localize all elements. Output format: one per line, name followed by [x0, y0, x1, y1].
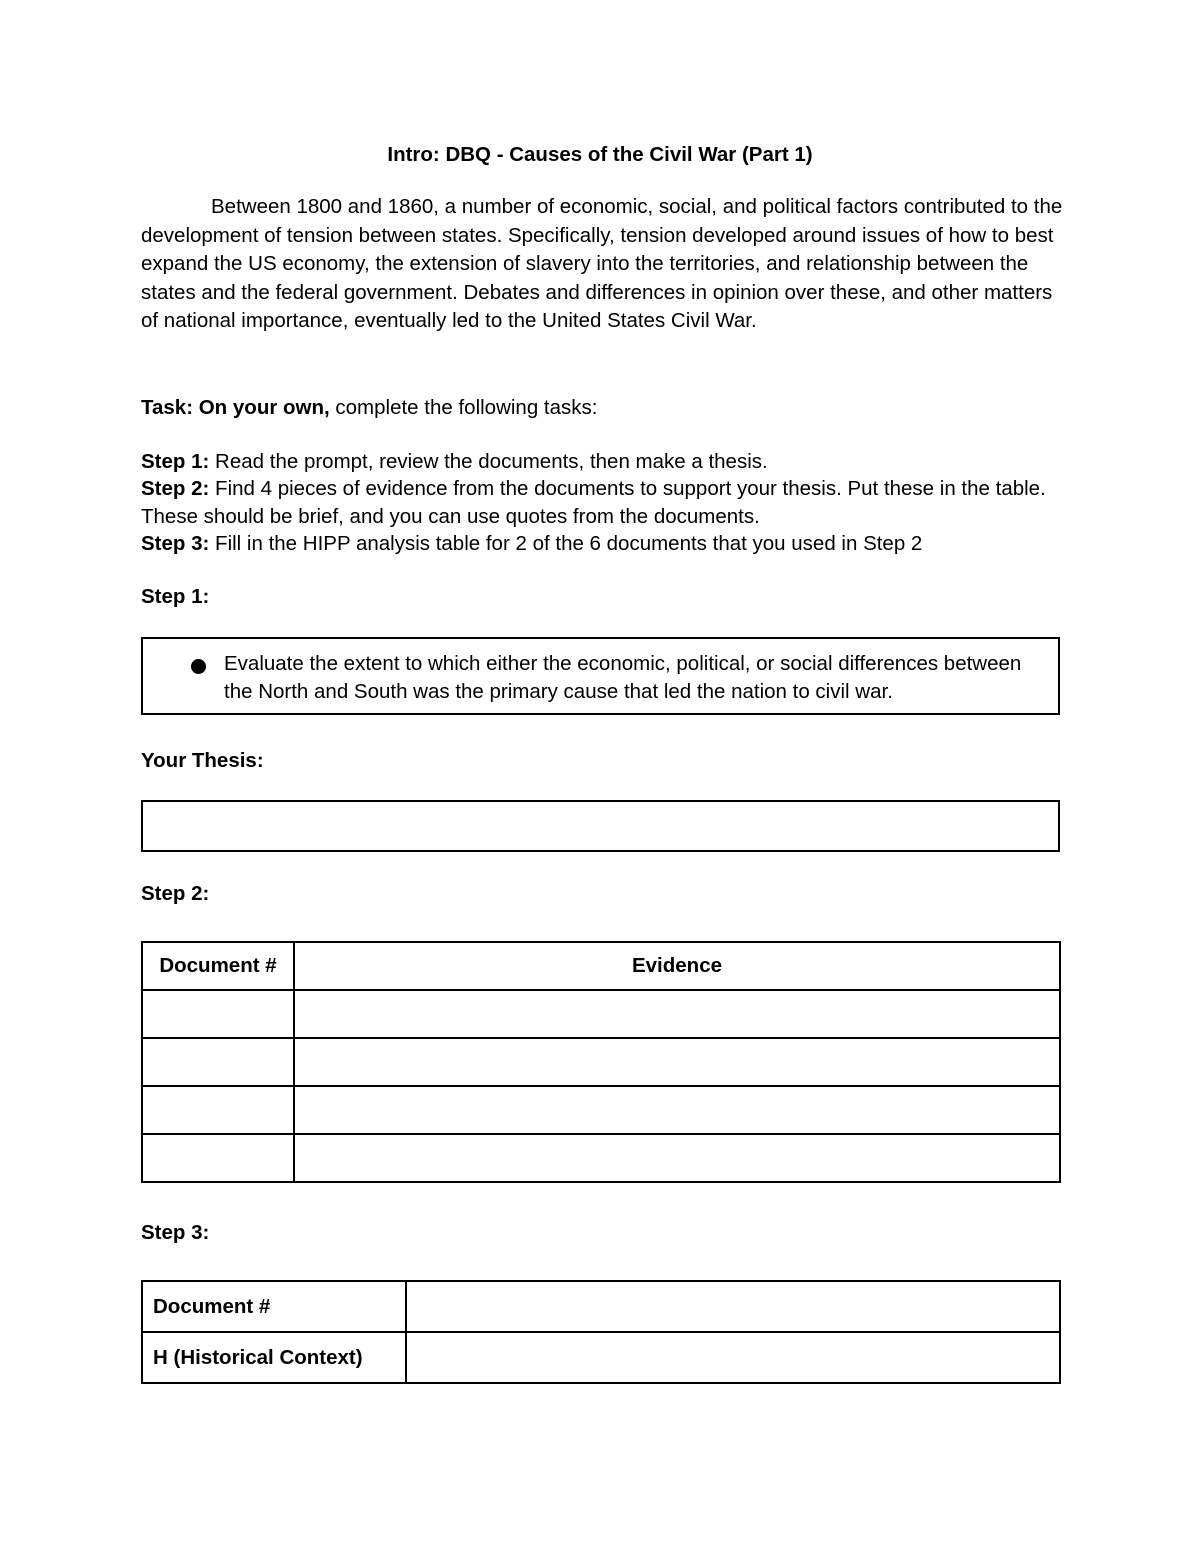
step-text: Read the prompt, review the documents, then make a thesis. [209, 450, 768, 473]
step1-heading: Step 1: [141, 585, 210, 608]
document-number-cell[interactable] [142, 1134, 294, 1182]
task-instruction [141, 394, 1066, 422]
page-title: Intro: DBQ - Causes of the Civil War (Part 1) [387, 143, 813, 166]
table-row [142, 990, 1060, 1038]
hipp-row-value[interactable] [406, 1332, 1060, 1383]
document-number-header: Document # [142, 942, 294, 990]
document-number-cell[interactable] [142, 1086, 294, 1134]
step-text: Find 4 pieces of evidence from the documents to support your thesis. Put these in the table. These should be brief, and you can use quotes from the documents. [141, 477, 1046, 528]
table-row [142, 1281, 1060, 1332]
task-text: complete the following tasks: [329, 396, 598, 419]
table-row [142, 1332, 1060, 1383]
table-row [142, 1086, 1060, 1134]
hipp-row-value[interactable] [406, 1281, 1060, 1332]
table-header-row [142, 942, 1060, 990]
hipp-row-label: H (Historical Context) [142, 1332, 406, 1383]
evidence-cell[interactable] [294, 990, 1060, 1038]
intro-paragraph: Between 1800 and 1860, a number of economic, social, and political factors contributed to the development of tension between states. Specifically, tension developed around issues of how to best expand the US economy, the extension of slavery into the territories, and relationship between the states and the federal government. Debates and differences in opinion over these, and other matters of national importance, eventually led to the United States Civil War. [141, 195, 1063, 333]
task-label: Task: On your own, [141, 396, 330, 419]
evidence-cell[interactable] [294, 1134, 1060, 1182]
step-1-instruction [141, 448, 1066, 475]
step-text: Fill in the HIPP analysis table for 2 of the 6 documents that you used in Step 2 [209, 531, 923, 555]
evidence-header: Evidence [294, 942, 1060, 990]
prompt-box [141, 637, 1060, 715]
bullet-icon [191, 659, 206, 674]
table-row [142, 1134, 1060, 1182]
evidence-cell[interactable] [294, 1038, 1060, 1086]
step-label: Step 1: [141, 450, 210, 473]
evidence-cell[interactable] [294, 1086, 1060, 1134]
prompt-text: Evaluate the extent to which either the economic, political, or social differences between the North and South was the primary cause that led the nation to civil war. [224, 652, 1022, 703]
thesis-input-box[interactable] [141, 800, 1060, 852]
evidence-table [141, 941, 1061, 1183]
document-number-cell[interactable] [142, 990, 294, 1038]
thesis-heading: Your Thesis: [141, 749, 264, 772]
step-2-instruction [141, 475, 1066, 530]
hipp-table [141, 1280, 1061, 1384]
step3-heading: Step 3: [141, 1221, 210, 1244]
table-row [142, 1038, 1060, 1086]
step-label: Step 2: [141, 477, 210, 501]
step-label: Step 3: [141, 531, 210, 555]
step-3-instruction [141, 530, 1066, 557]
hipp-row-label: Document # [142, 1281, 406, 1332]
steps-list [141, 448, 1066, 557]
step2-heading: Step 2: [141, 882, 210, 905]
document-number-cell[interactable] [142, 1038, 294, 1086]
